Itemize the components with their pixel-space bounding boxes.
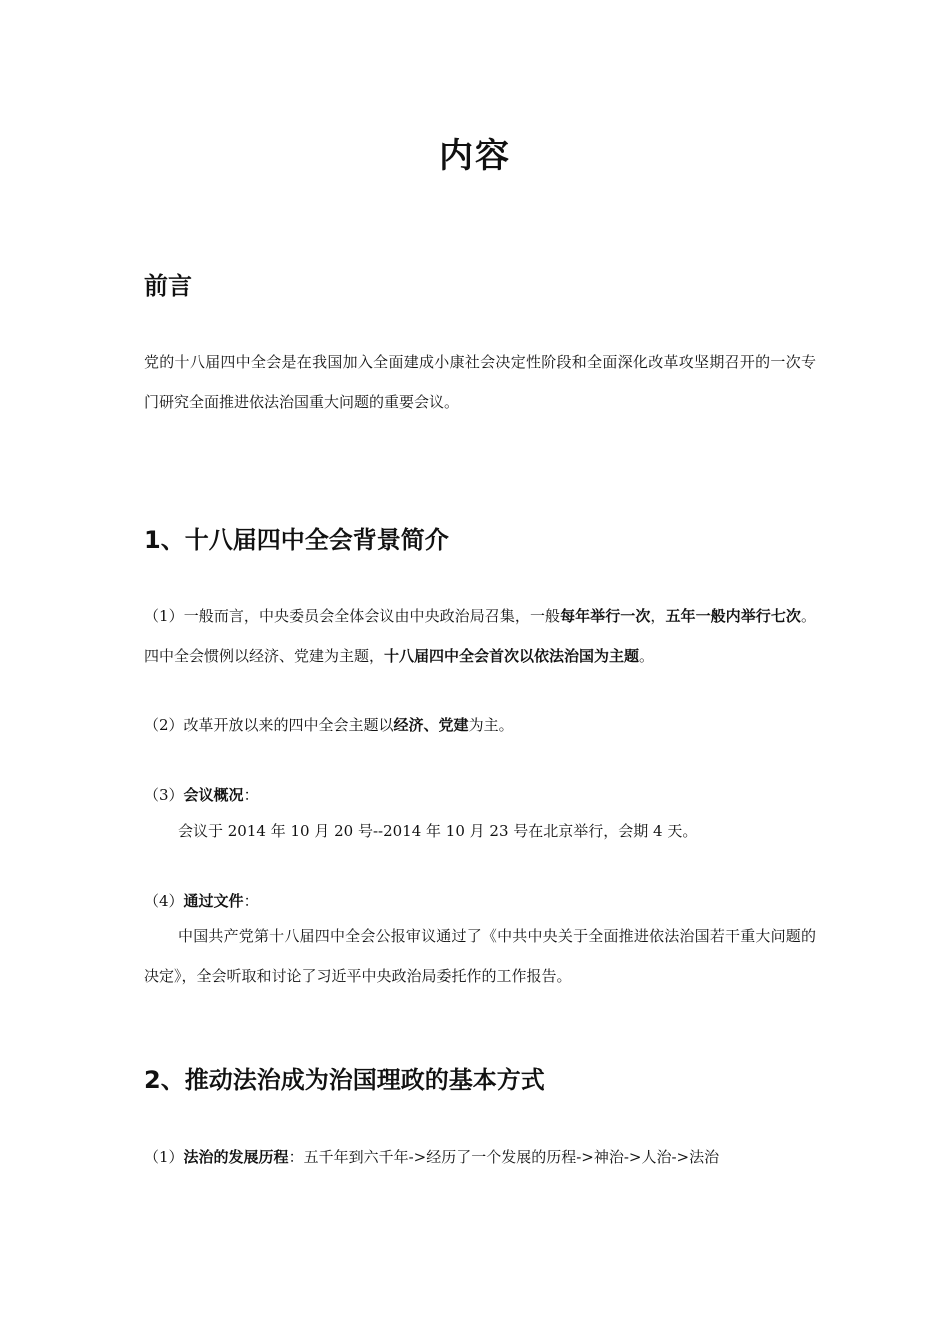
section-1-item-1 [144,596,816,676]
item-4-colon: ： [243,892,259,910]
item-3-prefix: （3） [144,786,184,804]
section-1-item-3-text: 会议于 2014 年 10 月 20 号--2014 年 10 月 23 号在北京举行，会期 4 天。 [178,822,698,840]
item-2-bold: 经济、党建 [393,716,469,734]
item-4-prefix: （4） [144,892,184,910]
item-2-text-c: 为主。 [468,716,514,734]
section-1-heading: 1、十八届四中全会背景简介 [144,526,449,554]
s2-item-1-prefix: （1） [144,1148,184,1166]
s2-item-1-text: ：五千年到六千年->经历了一个发展的历程->神治->人治->法治 [288,1148,720,1166]
item-1-bold-3: 十八届四中全会首次以依法治国为主题 [384,647,640,665]
section-1-item-4-text: 中国共产党第十八届四中全会公报审议通过了《中共中央关于全面推进依法治国若干重大问题的决定》，全会听取和讨论了习近平中央政治局委托作的工作报告。 [144,927,816,985]
item-1-text-d: 。四中全会惯例以经济、党建为主题， [144,607,816,665]
item-4-label: 通过文件 [183,892,244,910]
item-1-text-c: ， [650,607,666,625]
s2-item-1-bold: 法治的发展历程 [183,1148,289,1166]
section-1-item-2 [144,714,514,735]
item-3-colon: ： [243,786,259,804]
section-1-item-4-label [144,890,259,911]
item-1-text-a: （1）一般而言，中央委员会全体会议由中央政治局召集，一般 [144,607,561,625]
item-1-text-e: 。 [639,647,655,665]
item-2-text-a: （2）改革开放以来的四中全会主题以 [144,716,394,734]
preface-paragraph: 党的十八届四中全会是在我国加入全面建成小康社会决定性阶段和全面深化改革攻坚期召开的一次专门研究全面推进依法治国重大问题的重要会议。 [144,353,816,411]
section-1-item-3-label [144,784,259,805]
section-2-item-1 [144,1146,719,1167]
page-title: 内容 [439,136,511,176]
item-1-bold-1: 每年举行一次 [560,607,651,625]
preface-heading: 前言 [144,272,192,300]
item-1-bold-2: 五年一般内举行七次 [665,607,801,625]
section-2-heading: 2、推动法治成为治国理政的基本方式 [144,1066,545,1094]
item-3-label: 会议概况 [183,786,244,804]
